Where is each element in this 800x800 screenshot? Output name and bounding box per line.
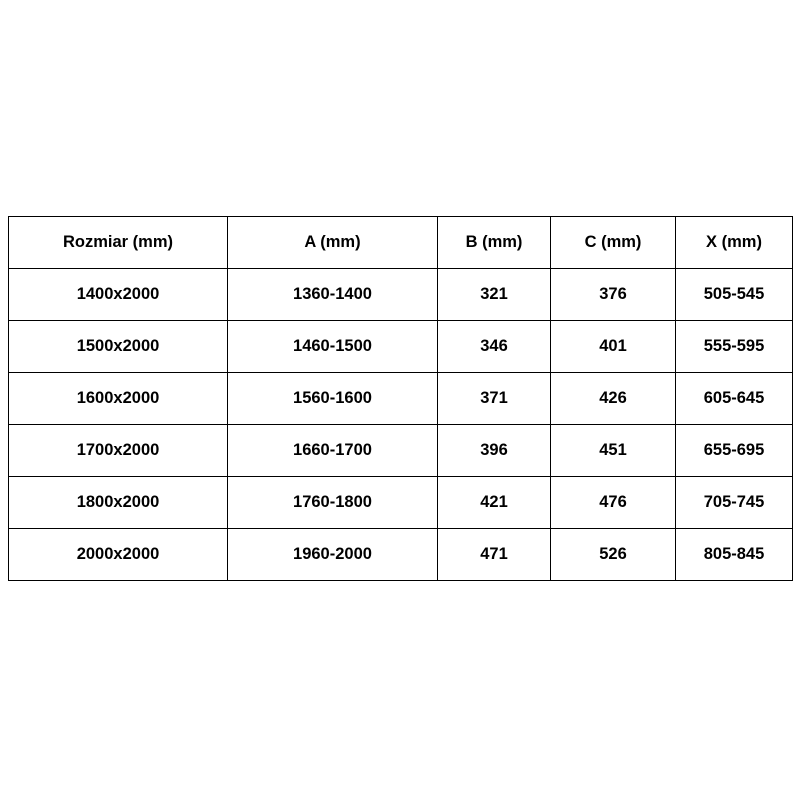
cell-b: 421 [438, 477, 551, 529]
cell-c: 476 [551, 477, 676, 529]
cell-size: 1700x2000 [9, 425, 228, 477]
cell-a: 1760-1800 [228, 477, 438, 529]
table-row [9, 269, 793, 321]
cell-a: 1460-1500 [228, 321, 438, 373]
size-table-container [8, 216, 792, 581]
cell-c: 426 [551, 373, 676, 425]
column-header-rozmiar: Rozmiar (mm) [9, 217, 228, 269]
table-row [9, 477, 793, 529]
cell-size: 1800x2000 [9, 477, 228, 529]
table-body [9, 269, 793, 581]
cell-c: 451 [551, 425, 676, 477]
cell-b: 321 [438, 269, 551, 321]
table-row [9, 373, 793, 425]
column-header-c: C (mm) [551, 217, 676, 269]
table-row [9, 425, 793, 477]
cell-x: 605-645 [676, 373, 793, 425]
cell-b: 396 [438, 425, 551, 477]
cell-c: 401 [551, 321, 676, 373]
cell-a: 1560-1600 [228, 373, 438, 425]
cell-size: 1500x2000 [9, 321, 228, 373]
cell-size: 1400x2000 [9, 269, 228, 321]
cell-x: 705-745 [676, 477, 793, 529]
cell-b: 346 [438, 321, 551, 373]
column-header-b: B (mm) [438, 217, 551, 269]
size-specification-table [8, 216, 793, 581]
column-header-a: A (mm) [228, 217, 438, 269]
cell-size: 2000x2000 [9, 529, 228, 581]
cell-size: 1600x2000 [9, 373, 228, 425]
cell-x: 555-595 [676, 321, 793, 373]
cell-a: 1660-1700 [228, 425, 438, 477]
cell-a: 1960-2000 [228, 529, 438, 581]
cell-c: 526 [551, 529, 676, 581]
cell-x: 805-845 [676, 529, 793, 581]
cell-x: 505-545 [676, 269, 793, 321]
cell-b: 371 [438, 373, 551, 425]
table-header-row [9, 217, 793, 269]
cell-b: 471 [438, 529, 551, 581]
cell-a: 1360-1400 [228, 269, 438, 321]
cell-x: 655-695 [676, 425, 793, 477]
cell-c: 376 [551, 269, 676, 321]
column-header-x: X (mm) [676, 217, 793, 269]
table-row [9, 321, 793, 373]
table-header [9, 217, 793, 269]
table-row [9, 529, 793, 581]
